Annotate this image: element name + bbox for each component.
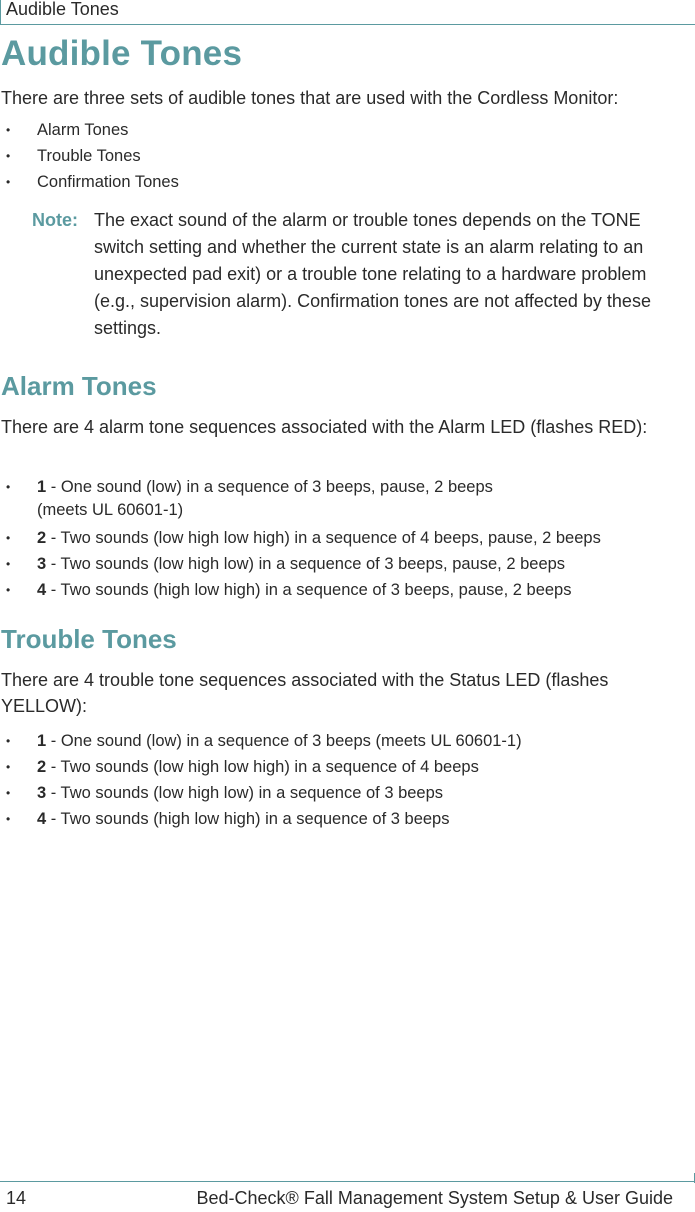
item-number: 4 [37,581,47,599]
page-title: Audible Tones [1,34,243,73]
list-item [0,476,601,522]
list-item: • Alarm Tones [0,117,179,143]
list-item [0,525,601,551]
item-text: - One sound (low) in a sequence of 3 beeps (meets UL 60601-1) [46,732,522,750]
list-item [0,728,522,754]
trouble-tones-list [0,728,522,832]
note-text: The exact sound of the alarm or trouble tones depends on the TONE switch setting and whether the current state is an alarm relating to an unexpected pad exit) or a trouble tone relating to a hardware problem (e.g., supervision alarm). Confirmation tones are not affected by these settings. [94,210,651,338]
note-label: Note: [32,210,78,230]
item-number: 1 [37,478,47,496]
list-item [0,551,601,577]
item-number: 2 [37,758,47,776]
list-item: • Trouble Tones [0,143,179,169]
list-item: • Confirmation Tones [0,169,179,195]
item-text: - Two sounds (low high low high) in a sequence of 4 beeps, pause, 2 beeps [46,529,601,547]
header-rule-tick [0,0,1,24]
item-text-continued: (meets UL 60601-1) [37,501,184,519]
guide-title: Bed-Check® Fall Management System Setup & User Guide [196,1188,673,1208]
tone-types-list [0,117,179,195]
item-number: 3 [37,784,47,802]
running-header-text: Audible Tones [6,0,119,19]
item-text: - Two sounds (high low high) in a sequence of 3 beeps [46,810,450,828]
list-item [0,754,522,780]
item-text: - Two sounds (low high low) in a sequence of 3 beeps, pause, 2 beeps [46,555,566,573]
item-number: 1 [37,732,47,750]
item-number: 4 [37,810,47,828]
page-footer [0,1181,695,1212]
trouble-tones-heading: Trouble Tones [1,624,177,654]
list-item [0,780,522,806]
item-text: - Two sounds (low high low) in a sequence of 3 beeps [46,784,444,802]
item-number: 2 [37,529,47,547]
running-header [0,0,695,25]
page-number: 14 [6,1188,27,1208]
item-text: - Two sounds (low high low high) in a sequence of 4 beeps [46,758,479,776]
alarm-tones-intro: There are 4 alarm tone sequences associated with the Alarm LED (flashes RED): [1,417,648,437]
list-item [0,806,522,832]
item-number: 3 [37,555,47,573]
trouble-tones-intro: There are 4 trouble tone sequences associated with the Status LED (flashes YELLOW): [1,670,609,716]
alarm-tones-list [0,476,601,603]
item-text: - One sound (low) in a sequence of 3 beeps, pause, 2 beeps [46,478,493,496]
intro-paragraph: There are three sets of audible tones that are used with the Cordless Monitor: [1,88,619,108]
list-item [0,577,601,603]
alarm-tones-heading: Alarm Tones [1,371,157,401]
item-text: - Two sounds (high low high) in a sequence of 3 beeps, pause, 2 beeps [46,581,572,599]
